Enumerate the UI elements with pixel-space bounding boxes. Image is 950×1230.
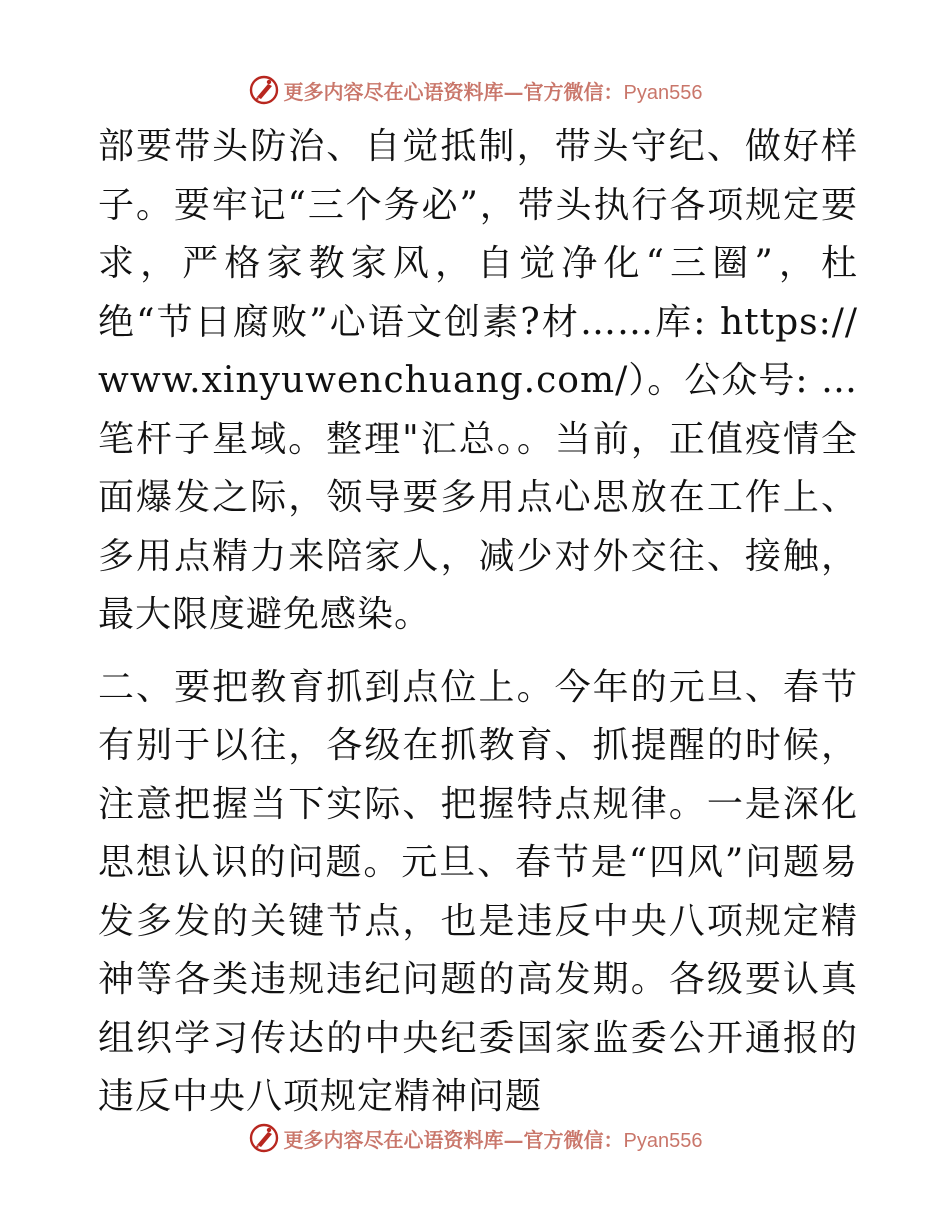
pen-logo-icon: [248, 74, 280, 106]
footer-banner: [0, 1118, 950, 1158]
paragraph-2: 二、要把教育抓到点位上。今年的元旦、春节有别于以往，各级在抓教育、抓提醒的时候，注意把握当下实际、把握特点规律。一是深化思想认识的问题。元旦、春节是“四风”问题易发多发的关键节点，也是违反中央八项规定精神等各类违规违纪问题的高发期。各级要认真组织学习传达的中央纪委国家监委公开通报的违反中央八项规定精神问题: [98, 666, 858, 1117]
pen-logo-icon: [248, 1122, 280, 1154]
document-body: [98, 118, 858, 1127]
footer-banner-label: 更多内容尽在心语资料库—官方微信：: [283, 1127, 624, 1152]
footer-banner-wechat-id: Pyan556: [623, 1129, 703, 1152]
paragraph-1: 部要带头防治、自觉抵制，带头守纪、做好样子。要牢记“三个务必”，带头执行各项规定要求，严格家教家风，自觉净化“三圈”，杜绝“节日腐败”心语文创素?材……库: https://www.xinyuwenchuang.com/）。公众号: …笔杆子星域。整理"汇总。。当前，正值疫情全面爆发之际，领导要多用点心思放在工作上、多用点精力来陪家人，减少对外交往、接触，最大限度避免感染。: [98, 126, 858, 635]
header-banner-wechat-id: Pyan556: [623, 81, 703, 104]
footer-banner-text: [284, 1124, 703, 1153]
header-banner-label: 更多内容尽在心语资料库—官方微信：: [283, 79, 624, 104]
header-banner-text: [284, 76, 703, 105]
header-banner: [0, 70, 950, 110]
